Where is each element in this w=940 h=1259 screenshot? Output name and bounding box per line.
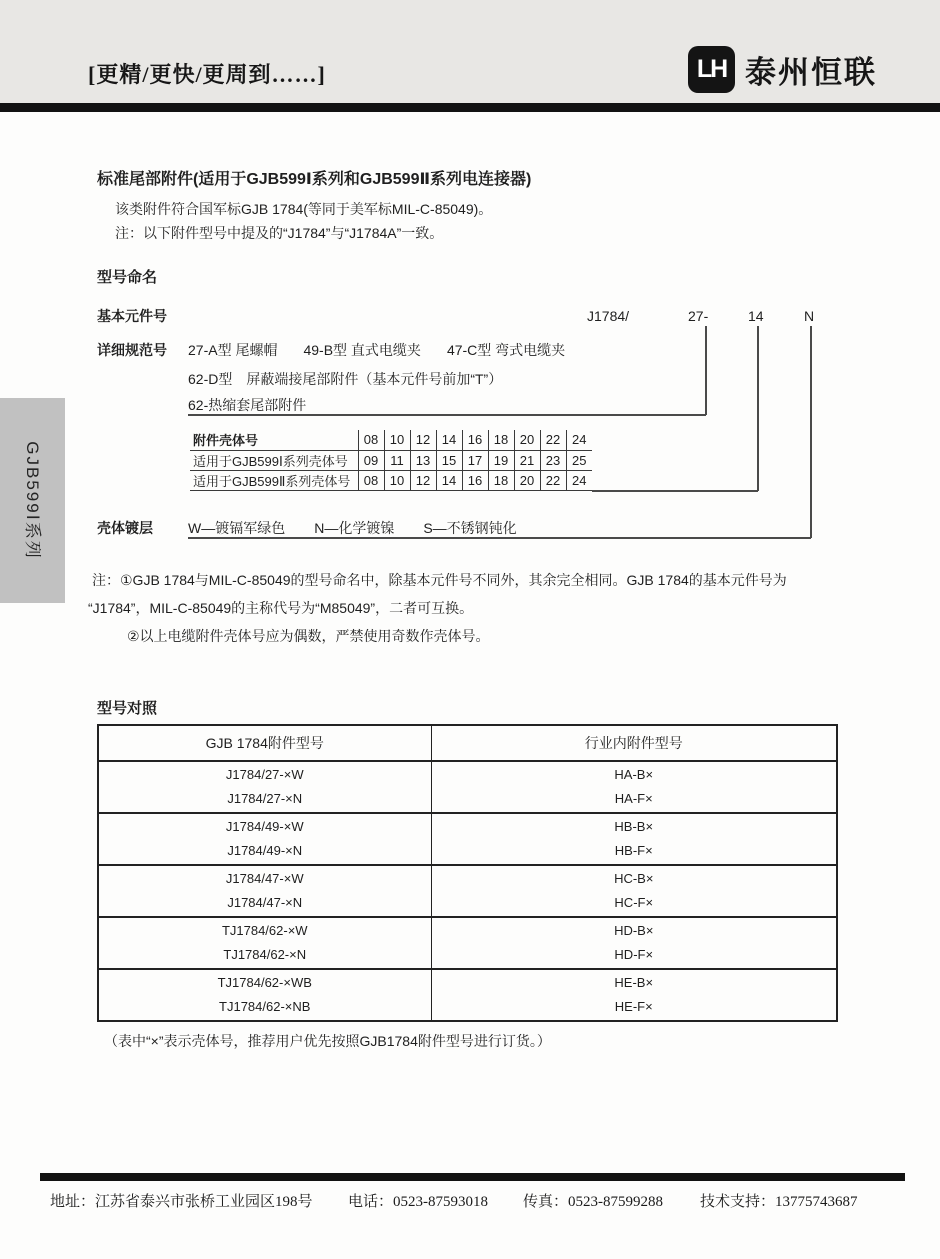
- note-line-2: “J1784”，MIL-C-85049的主称代号为“M85049”，二者可互换。: [88, 600, 474, 616]
- connector-line-plating-vertical: [810, 326, 812, 538]
- shell-cell: 25: [566, 450, 592, 470]
- gjb-model: TJ1784/62-×WB: [217, 975, 312, 990]
- gjb-model: J1784/47-×W: [225, 871, 304, 886]
- shell-cell: 18: [488, 430, 514, 450]
- series-tab: [0, 398, 65, 603]
- basic-part-label: 基本元件号: [97, 308, 167, 324]
- header-divider: [0, 103, 940, 112]
- shell-cell: 12: [410, 430, 436, 450]
- shell-cell: 10: [384, 430, 410, 450]
- industry-model: HC-B×: [614, 871, 654, 886]
- shell-cell: 24: [566, 430, 592, 450]
- shell-cell: 21: [514, 450, 540, 470]
- shell-cell: 09: [358, 450, 384, 470]
- intro-note: 注：以下附件型号中提及的“J1784”与“J1784A”一致。: [115, 225, 444, 241]
- shell-cell: 18: [488, 470, 514, 490]
- shell-cell: 11: [384, 450, 410, 470]
- footer-support: 技术支持：13775743687: [700, 1194, 858, 1210]
- footer-address: 地址：江苏省泰兴市张桥工业园区198号: [50, 1194, 313, 1210]
- table-row: [98, 969, 837, 1021]
- gjb-model: TJ1784/62-×W: [221, 923, 308, 938]
- spec-item-49: 49-B型 直式电缆夹: [303, 342, 421, 358]
- table-header-row: [98, 725, 837, 761]
- spec-item-47: 47-C型 弯式电缆夹: [446, 342, 566, 358]
- table-row: [98, 761, 837, 813]
- shell-cell: 08: [358, 470, 384, 490]
- model-compare-table: [97, 724, 838, 1022]
- intro-paragraph: 该类附件符合国军标GJB 1784(等同于美军标MIL-C-85049)。: [115, 201, 493, 217]
- shell-cell: 24: [566, 470, 592, 490]
- spec-line-3: 62-热缩套尾部附件: [188, 397, 307, 413]
- gjb-model: TJ1784/62-×NB: [219, 999, 311, 1014]
- connector-line-shell-horizontal: [592, 490, 758, 492]
- shell-cell: 20: [514, 470, 540, 490]
- industry-model: HD-F×: [614, 947, 654, 962]
- industry-model: HE-F×: [614, 999, 653, 1014]
- connector-line-spec-horizontal: [188, 414, 706, 416]
- series-tab-label: GJB599Ⅰ系列: [23, 441, 42, 560]
- code-spec-number: 27-: [688, 308, 709, 324]
- code-shell-size: 14: [748, 308, 764, 324]
- shell-cell: 12: [410, 470, 436, 490]
- logo-mark-icon: LH: [688, 46, 735, 93]
- shell-cell: 08: [358, 430, 384, 450]
- footer-divider: [40, 1173, 905, 1181]
- table-row: [190, 450, 592, 470]
- shell-cell: 15: [436, 450, 462, 470]
- spec-line-1: [188, 340, 565, 360]
- shell-cell: 10: [384, 470, 410, 490]
- compare-header-industry: 行业内附件型号: [431, 725, 837, 761]
- shell-row-series2-label: 适用于GJB599Ⅱ系列壳体号: [190, 470, 358, 490]
- footer-phone: 电话：0523-87593018: [348, 1194, 488, 1210]
- shell-cell: 20: [514, 430, 540, 450]
- industry-model: HA-B×: [614, 767, 654, 782]
- table-row: [98, 865, 837, 917]
- shell-cell: 16: [462, 430, 488, 450]
- connector-line-shell-vertical: [757, 326, 759, 491]
- table-row: [98, 917, 837, 969]
- shell-cell: 17: [462, 450, 488, 470]
- shell-cell: 13: [410, 450, 436, 470]
- note-line-3: ②以上电缆附件壳体号应为偶数，严禁使用奇数作壳体号。: [127, 628, 490, 644]
- shell-cell: 14: [436, 470, 462, 490]
- shell-cell: 16: [462, 470, 488, 490]
- shell-size-table: [190, 430, 592, 491]
- gjb-model: J1784/27-×N: [227, 791, 303, 806]
- shell-row-header-label: 附件壳体号: [190, 430, 358, 450]
- compare-header-gjb: GJB 1784附件型号: [98, 725, 431, 761]
- spec-label: 详细规范号: [97, 342, 167, 358]
- table-caption: （表中“×”表示壳体号，推荐用户优先按照GJB1784附件型号进行订货。）: [104, 1033, 551, 1049]
- gjb-model: TJ1784/62-×N: [223, 947, 307, 962]
- industry-model: HE-B×: [614, 975, 654, 990]
- shell-row-series1-label: 适用于GJB599Ⅰ系列壳体号: [190, 450, 358, 470]
- shell-cell: 23: [540, 450, 566, 470]
- gjb-model: J1784/47-×N: [227, 895, 303, 910]
- table-row: [190, 430, 592, 450]
- footer-fax: 传真：0523-87599288: [523, 1194, 663, 1210]
- shell-cell: 19: [488, 450, 514, 470]
- gjb-model: J1784/27-×W: [225, 767, 304, 782]
- note-line-1: 注：①GJB 1784与MIL-C-85049的型号命名中，除基本元件号不同外，其余完全相同。GJB 1784的基本元件号为: [92, 572, 787, 588]
- plating-item-n: N—化学镀镍: [314, 520, 395, 536]
- industry-model: HA-F×: [614, 791, 653, 806]
- gjb-model: J1784/49-×W: [225, 819, 304, 834]
- header-band: [0, 0, 940, 103]
- header-slogan: [更精/更快/更周到……]: [88, 62, 326, 87]
- company-logo: [688, 44, 877, 94]
- industry-model: HD-B×: [614, 923, 654, 938]
- shell-cell: 22: [540, 470, 566, 490]
- table-row: [190, 470, 592, 490]
- table-row: [98, 813, 837, 865]
- plating-label: 壳体镀层: [97, 520, 153, 536]
- shell-cell: 14: [436, 430, 462, 450]
- spec-line-2: 62-D型 屏蔽端接尾部附件（基本元件号前加“T”）: [188, 371, 503, 387]
- shell-cell: 22: [540, 430, 566, 450]
- plating-item-w: W—镀镉军绿色: [188, 520, 286, 536]
- plating-item-s: S—不锈钢钝化: [423, 520, 517, 536]
- page-title: 标准尾部附件(适用于GJB599Ⅰ系列和GJB599Ⅱ系列电连接器): [97, 171, 532, 188]
- plating-items: [188, 518, 517, 538]
- industry-model: HC-F×: [614, 895, 654, 910]
- connector-line-spec-vertical: [705, 326, 707, 415]
- industry-model: HB-F×: [614, 843, 653, 858]
- spec-item-27: 27-A型 尾螺帽: [188, 342, 278, 358]
- section-title-naming: 型号命名: [97, 269, 158, 286]
- gjb-model: J1784/49-×N: [227, 843, 303, 858]
- basic-part-value: J1784/: [587, 308, 630, 324]
- logo-wordmark: 泰州恒联: [745, 54, 877, 90]
- code-plating: N: [804, 308, 815, 324]
- section-title-compare: 型号对照: [97, 700, 158, 717]
- industry-model: HB-B×: [614, 819, 654, 834]
